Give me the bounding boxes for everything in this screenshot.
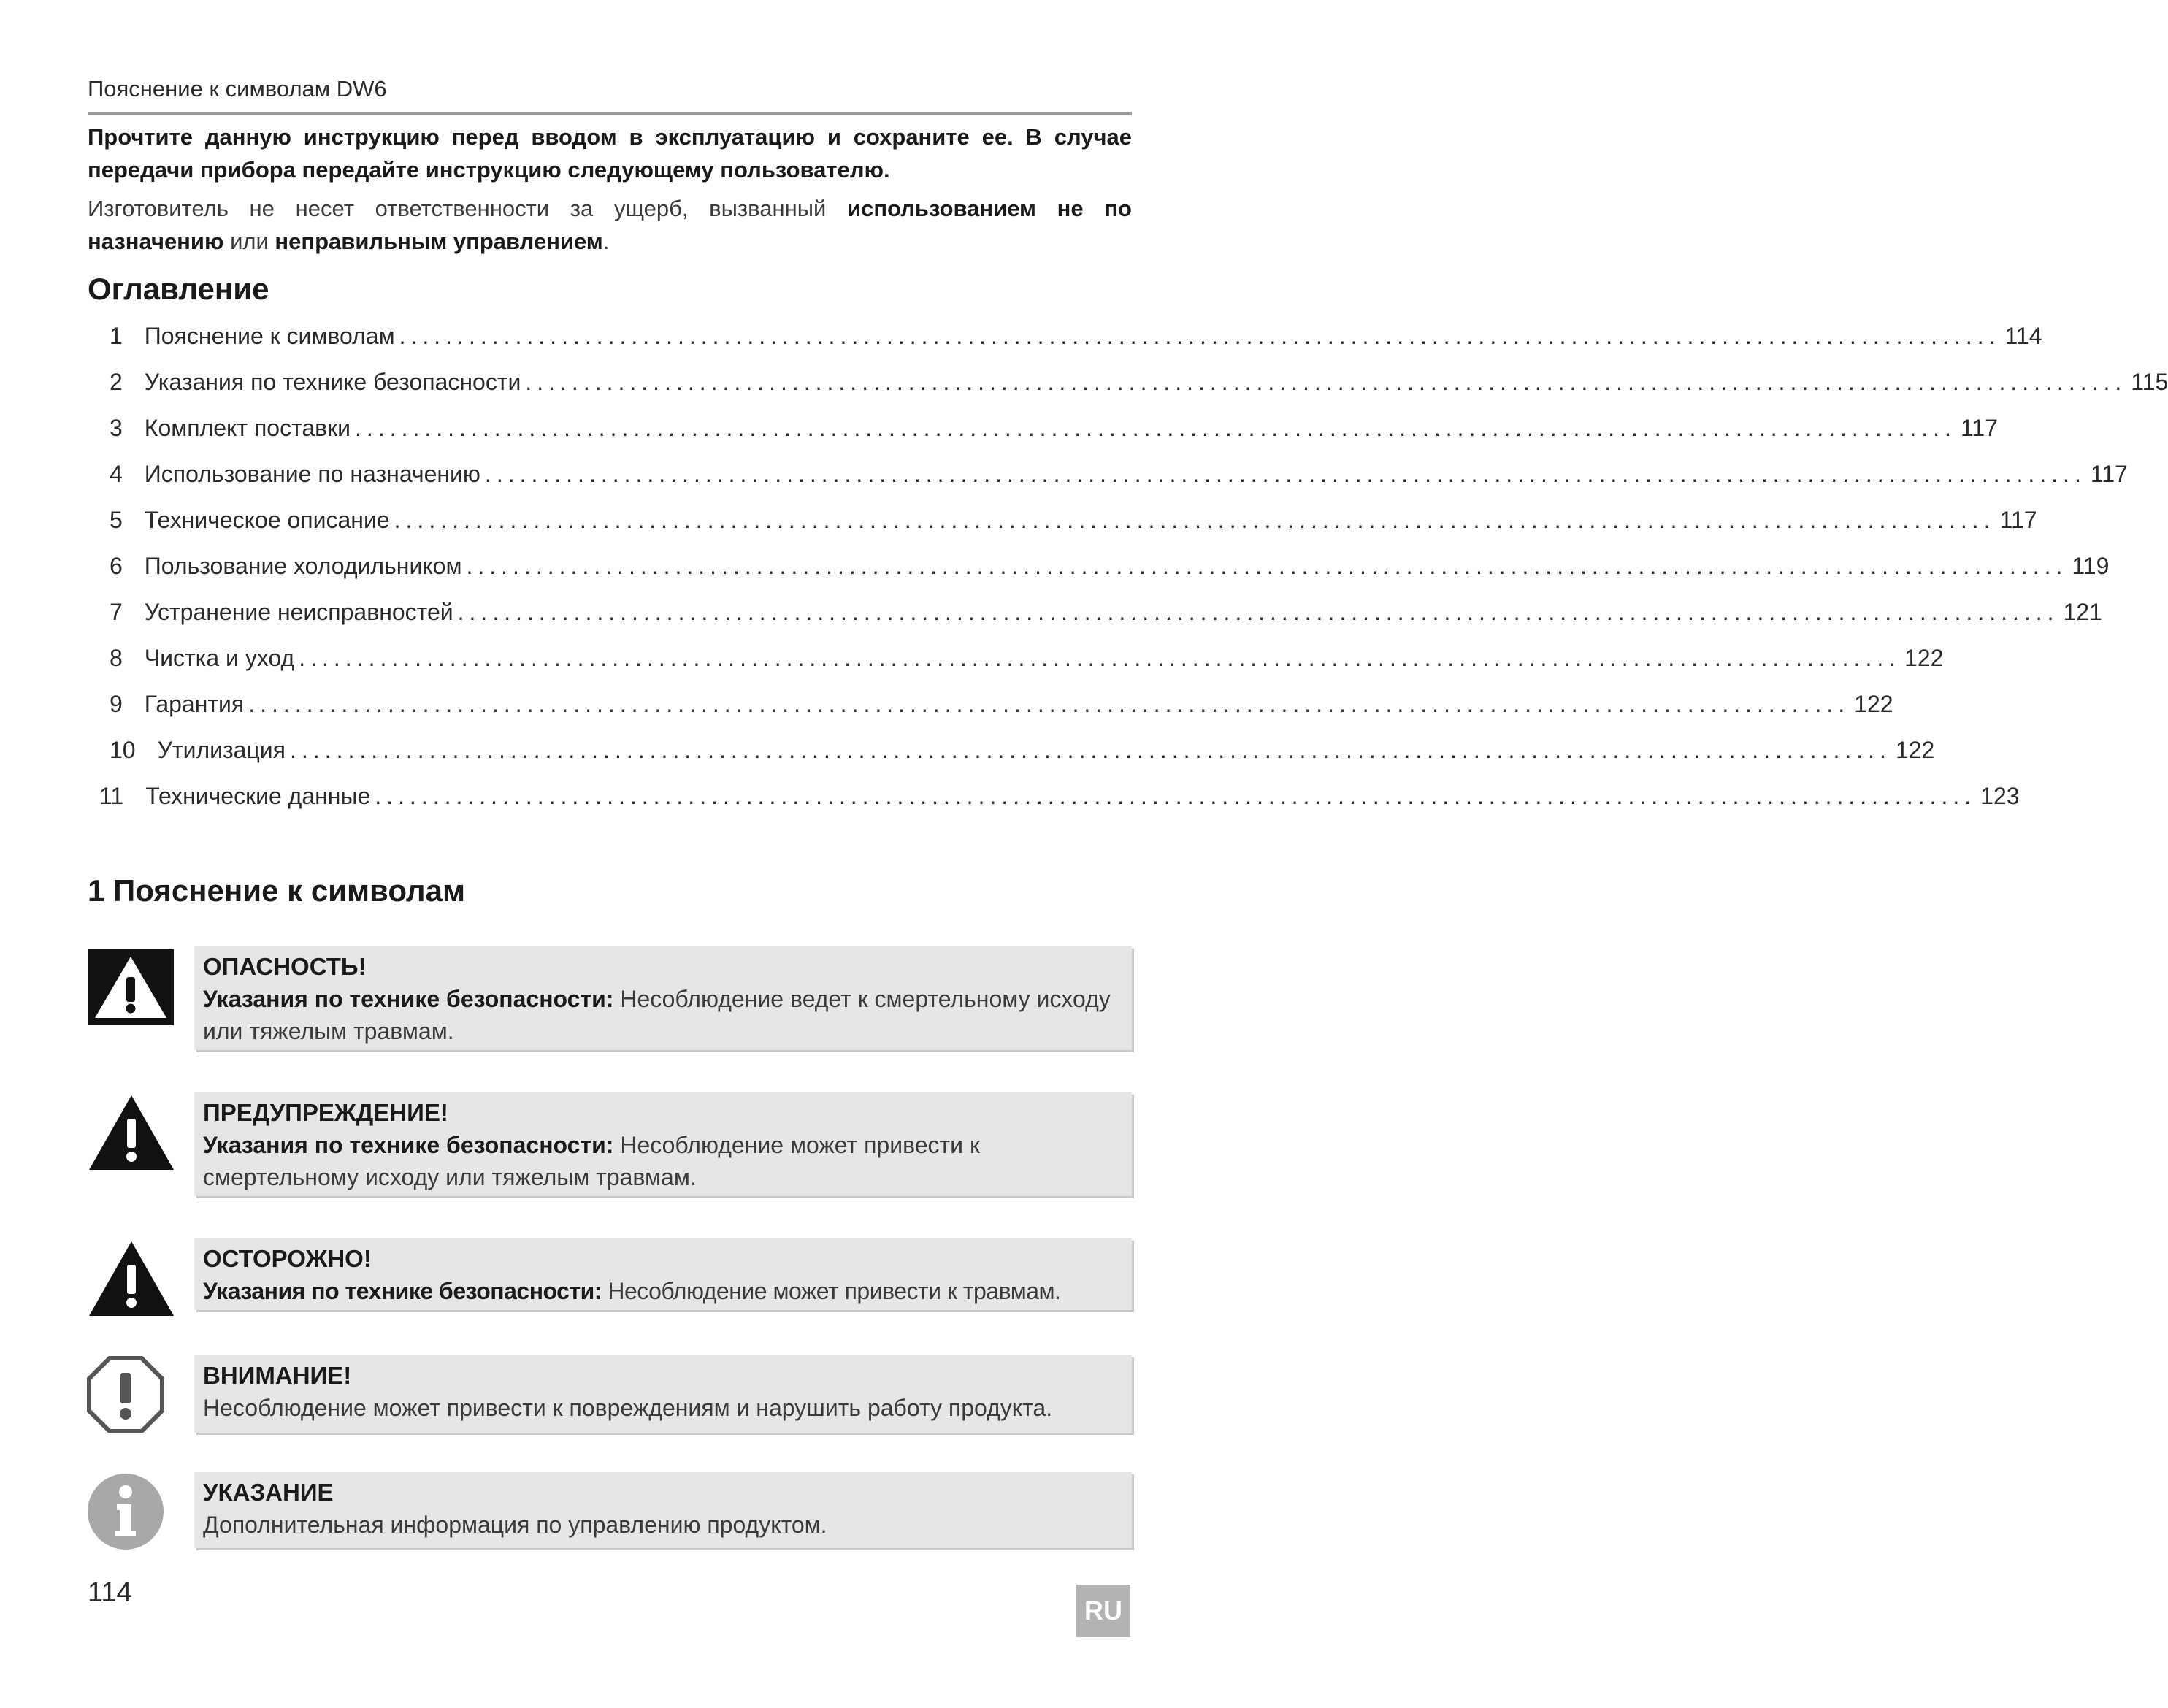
toc-item[interactable] [110,645,1944,691]
toc-item[interactable] [110,461,2128,507]
header-rule [88,112,1132,115]
toc-item[interactable] [110,599,2102,645]
toc-item-title: Указания по технике безопасности [144,369,521,395]
notice-bold-label: Указания по технике безопасности: [203,986,614,1012]
notice-title: ОПАСНОСТЬ! [203,953,367,980]
notice-title: УКАЗАНИЕ [203,1479,334,1506]
toc-item-title: Чистка и уход [144,645,295,671]
toc-item-page: 122 [1854,691,1893,717]
toc-item-number: 9 [110,691,123,717]
toc-item[interactable] [110,323,2042,369]
toc-item-number: 4 [110,461,123,487]
toc-item-number: 10 [110,737,136,763]
notice-title: ПРЕДУПРЕЖДЕНИЕ! [203,1099,448,1126]
toc-leader-dots: .......................................................................................................................................... [290,737,1891,763]
toc-item[interactable] [99,783,2020,829]
notice-body [203,1509,1123,1541]
toc-item-page: 122 [1904,645,1944,671]
toc-leader-dots: .......................................................................................................................................... [248,691,1850,717]
toc-item-title: Пользование холодильником [144,553,462,579]
notice-bold-label: Указания по технике безопасности: [203,1278,602,1304]
toc-leader-dots: .......................................................................................................................................... [375,783,1977,809]
notice-box-notice [194,1355,1132,1433]
toc-item-number: 6 [110,553,123,579]
toc-item[interactable] [110,737,1935,783]
toc-item-page: 121 [2063,599,2102,625]
danger-icon [88,949,174,1029]
toc-leader-dots: .......................................................................................................................................... [457,599,2059,625]
liability-bold-1: использованием не по назначению [88,196,1132,254]
toc-item-page: 117 [1999,507,2037,533]
toc-leader-dots: .......................................................................................................................................... [399,323,2001,349]
toc-item-page: 122 [1895,737,1935,763]
running-header: Пояснение к символам DW6 [88,76,387,102]
toc-item-title: Устранение неисправностей [144,599,453,625]
toc-title: Оглавление [88,272,269,306]
toc-item-page: 119 [2072,553,2110,579]
toc-item-title: Технические данные [145,783,371,809]
toc-item-number: 3 [110,415,123,441]
notice-box-info [194,1472,1132,1548]
toc-item[interactable] [110,553,2110,599]
notice-text: Несоблюдение может привести к травмам. [601,1278,1061,1304]
notice-title: ОСТОРОЖНО! [203,1245,372,1272]
notice-text: Дополнительная информация по управлению продуктом. [203,1512,827,1538]
warning-icon [88,1094,175,1175]
notice-box-warning [194,1092,1132,1196]
toc-item-page: 114 [2004,323,2042,349]
toc-item-number: 11 [99,783,124,809]
toc-item-page: 115 [2131,369,2168,395]
toc-item-title: Пояснение к символам [144,323,395,349]
liability-end: . [602,229,610,254]
notice-octagon-icon [86,1355,165,1438]
toc-leader-dots: .......................................................................................................................................... [466,553,2068,579]
page-number: 114 [88,1577,132,1608]
toc-item-number: 1 [110,323,123,349]
notice-box-caution [194,1238,1132,1310]
notice-bold-label: Указания по технике безопасности: [203,1132,614,1158]
toc-item-title: Гарантия [144,691,245,717]
toc-leader-dots: .......................................................................................................................................... [299,645,1901,671]
toc-item[interactable] [110,691,1893,737]
toc-item-title: Техническое описание [144,507,390,533]
caution-icon [88,1240,175,1321]
liability-bold-2: неправильным управлением [275,229,603,254]
notice-body [203,1275,1123,1307]
toc-item-number: 5 [110,507,123,533]
notice-body [203,1392,1123,1424]
toc-item[interactable] [110,369,2168,415]
toc-leader-dots: .......................................................................................................................................... [355,415,1956,441]
liability-mid: или [223,229,275,254]
notice-box-danger [194,946,1132,1050]
toc-item-page: 117 [2090,461,2128,487]
language-badge: RU [1076,1585,1130,1637]
toc-item-page: 117 [1960,415,1998,441]
info-icon [86,1472,165,1555]
liability-start: Изготовитель не несет ответственности за ущерб, вызванный [88,196,848,221]
notice-body [203,1129,1123,1193]
section-title: 1 Пояснение к символам [88,873,466,908]
toc-item[interactable] [110,415,1998,461]
toc-item-number: 7 [110,599,123,625]
toc-item[interactable] [110,507,2037,553]
notice-body [203,983,1123,1047]
toc-leader-dots: .......................................................................................................................................... [525,369,2127,395]
toc-item-number: 2 [110,369,123,395]
toc-leader-dots: .......................................................................................................................................... [394,507,1996,533]
toc-leader-dots: .......................................................................................................................................... [484,461,2086,487]
toc-item-title: Утилизация [157,737,286,763]
notice-text: Несоблюдение может привести к смертельному исходу или тяжелым травмам. [203,1132,980,1190]
notice-text: Несоблюдение ведет к смертельному исходу или тяжелым травмам. [203,986,1111,1044]
toc-item-title: Использование по назначению [144,461,480,487]
toc-item-title: Комплект поставки [144,415,351,441]
read-notice: Прочтите данную инструкцию перед вводом в эксплуатацию и сохраните ее. В случае передачи прибора передайте инструкцию следующему пользователю. [88,124,1132,183]
toc-item-page: 123 [1980,783,2020,809]
notice-title: ВНИМАНИЕ! [203,1362,352,1389]
liability-paragraph [88,192,1132,258]
toc-item-number: 8 [110,645,123,671]
notice-text: Несоблюдение может привести к повреждениям и нарушить работу продукта. [203,1395,1053,1421]
